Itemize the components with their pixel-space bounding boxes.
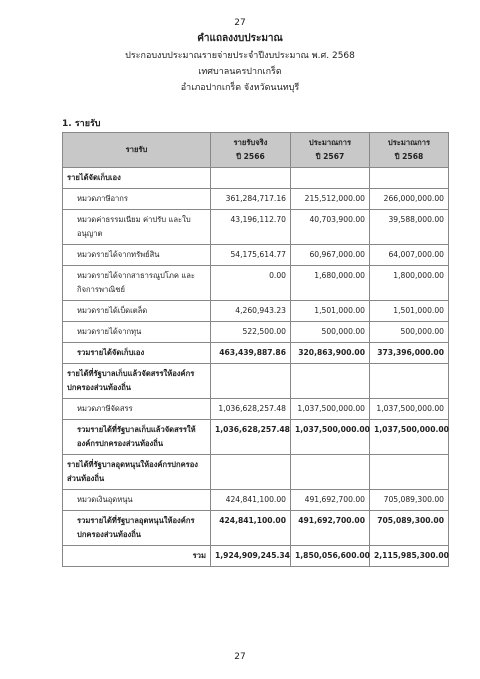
empty-cell <box>291 455 370 490</box>
header-revenue: รายรับ <box>63 133 211 168</box>
table-header-row <box>63 133 449 168</box>
empty-cell <box>211 168 291 189</box>
row-label: หมวดรายได้จากทรัพย์สิน <box>63 245 211 266</box>
subtotal-2567: 320,863,900.00 <box>291 343 370 364</box>
value-2568: 705,089,300.00 <box>370 490 449 511</box>
empty-cell <box>370 364 449 399</box>
empty-cell <box>291 168 370 189</box>
value-2566: 361,284,717.16 <box>211 189 291 210</box>
row-label: หมวดค่าธรรมเนียม ค่าปรับ และใบอนุญาต <box>63 210 211 245</box>
value-2567: 60,967,000.00 <box>291 245 370 266</box>
table-row <box>63 322 449 343</box>
empty-cell <box>291 364 370 399</box>
group-row <box>63 168 449 189</box>
row-label: หมวดภาษีอากร <box>63 189 211 210</box>
header-estimate-year: ปี 2568 <box>394 152 424 161</box>
grand-total-row <box>63 546 449 567</box>
value-2567: 40,703,900.00 <box>291 210 370 245</box>
value-2567: 1,037,500,000.00 <box>291 399 370 420</box>
subtotal-2568: 1,037,500,000.00 <box>370 420 449 455</box>
value-2566: 1,036,628,257.48 <box>211 399 291 420</box>
subtotal-2567: 1,037,500,000.00 <box>291 420 370 455</box>
table-row <box>63 399 449 420</box>
empty-cell <box>370 455 449 490</box>
page-number-top: 27 <box>234 18 246 28</box>
value-2568: 1,800,000.00 <box>370 266 449 301</box>
value-2566: 0.00 <box>211 266 291 301</box>
grand-total-label: รวม <box>63 546 211 567</box>
row-label: หมวดภาษีจัดสรร <box>63 399 211 420</box>
total-2568: 2,115,985,300.00 <box>370 546 449 567</box>
table-row <box>63 189 449 210</box>
subtotal-2566: 1,036,628,257.48 <box>211 420 291 455</box>
header-estimate-year: ปี 2567 <box>315 152 345 161</box>
header-estimate-2567 <box>291 133 370 168</box>
row-label: หมวดรายได้จากทุน <box>63 322 211 343</box>
value-2566: 43,196,112.70 <box>211 210 291 245</box>
subtitle-budget-year: ประกอบงบประมาณรายจ่ายประจำปีงบประมาณ พ.ศ. 2568 <box>125 51 355 61</box>
subtotal-label: รวมรายได้ที่รัฐบาลอุดหนุนให้องค์กรปกครองส่วนท้องถิ่น <box>63 511 211 546</box>
value-2566: 424,841,100.00 <box>211 490 291 511</box>
table-row <box>63 301 449 322</box>
group-label: รายได้ที่รัฐบาลเก็บแล้วจัดสรรให้องค์กรปกครองส่วนท้องถิ่น <box>63 364 211 399</box>
row-label: หมวดเงินอุดหนุน <box>63 490 211 511</box>
subtotal-2568: 373,396,000.00 <box>370 343 449 364</box>
header-actual-label: รายรับจริง <box>233 138 268 147</box>
row-label: หมวดรายได้เบ็ดเตล็ด <box>63 301 211 322</box>
subtotal-2567: 491,692,700.00 <box>291 511 370 546</box>
value-2566: 4,260,943.23 <box>211 301 291 322</box>
value-2567: 491,692,700.00 <box>291 490 370 511</box>
header-estimate-2568 <box>370 133 449 168</box>
total-2567: 1,850,056,600.00 <box>291 546 370 567</box>
subtotal-2568: 705,089,300.00 <box>370 511 449 546</box>
empty-cell <box>211 364 291 399</box>
value-2567: 1,501,000.00 <box>291 301 370 322</box>
section-heading: 1. รายรับ <box>62 119 101 129</box>
value-2567: 500,000.00 <box>291 322 370 343</box>
subtotal-row <box>63 511 449 546</box>
subtitle-district: อำเภอปากเกร็ด จังหวัดนนทบุรี <box>180 83 300 93</box>
subtotal-label: รวมรายได้จัดเก็บเอง <box>63 343 211 364</box>
subtotal-2566: 463,439,887.86 <box>211 343 291 364</box>
value-2568: 1,037,500,000.00 <box>370 399 449 420</box>
revenue-table <box>62 132 449 567</box>
row-label: หมวดรายได้จากสาธารณูปโภค และกิจการพาณิชย์ <box>63 266 211 301</box>
group-label: รายได้ที่รัฐบาลอุดหนุนให้องค์กรปกครองส่วนท้องถิ่น <box>63 455 211 490</box>
value-2566: 54,175,614.77 <box>211 245 291 266</box>
total-2566: 1,924,909,245.34 <box>211 546 291 567</box>
document-title: คำแถลงงบประมาณ <box>197 33 283 44</box>
value-2568: 39,588,000.00 <box>370 210 449 245</box>
subtotal-row <box>63 420 449 455</box>
table-row <box>63 490 449 511</box>
subtotal-row <box>63 343 449 364</box>
empty-cell <box>370 168 449 189</box>
table-row <box>63 266 449 301</box>
group-row <box>63 455 449 490</box>
value-2567: 1,680,000.00 <box>291 266 370 301</box>
subtotal-label: รวมรายได้ที่รัฐบาลเก็บแล้วจัดสรรให้องค์กรปกครองส่วนท้องถิ่น <box>63 420 211 455</box>
value-2568: 500,000.00 <box>370 322 449 343</box>
value-2566: 522,500.00 <box>211 322 291 343</box>
group-row <box>63 364 449 399</box>
value-2568: 64,007,000.00 <box>370 245 449 266</box>
subtitle-municipality: เทศบาลนครปากเกร็ด <box>198 67 282 77</box>
header-actual-2566 <box>211 133 291 168</box>
empty-cell <box>211 455 291 490</box>
table-row <box>63 245 449 266</box>
value-2568: 1,501,000.00 <box>370 301 449 322</box>
header-estimate-label: ประมาณการ <box>308 138 352 147</box>
header-estimate-label: ประมาณการ <box>387 138 431 147</box>
value-2568: 266,000,000.00 <box>370 189 449 210</box>
group-label: รายได้จัดเก็บเอง <box>63 168 211 189</box>
page-number-bottom: 27 <box>234 652 246 662</box>
subtotal-2566: 424,841,100.00 <box>211 511 291 546</box>
header-actual-year: ปี 2566 <box>236 152 265 161</box>
value-2567: 215,512,000.00 <box>291 189 370 210</box>
table-row <box>63 210 449 245</box>
